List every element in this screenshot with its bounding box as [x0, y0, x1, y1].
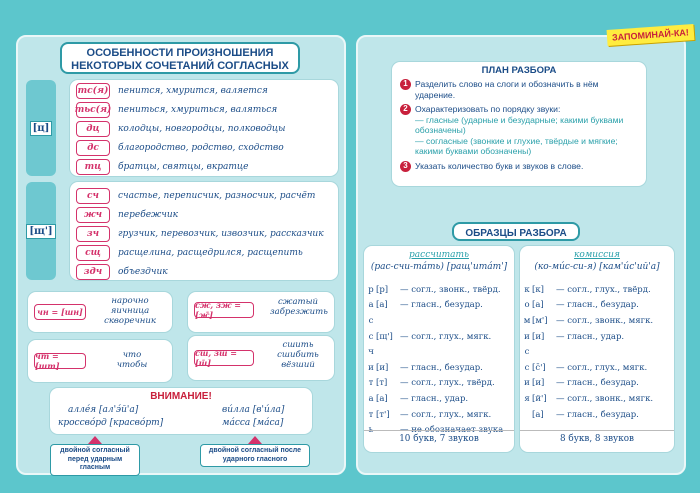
rule-box-1 [28, 292, 172, 332]
combo-row [76, 262, 168, 281]
rule-words-1: нарочно яичница скворечник [104, 296, 156, 326]
plan-text-3: Указать количество букв и звуков в слове. [415, 160, 584, 171]
attention-word-3: вúлла [в'úла] [222, 405, 285, 415]
attention-note-1: двойной согласный перед ударным гласным [50, 444, 140, 476]
analysis-desc: — гласн., безудар. [556, 409, 639, 420]
analysis-desc: — гласн., безудар. [556, 378, 639, 389]
rule-combo-1: чн = [шн] [34, 304, 86, 320]
analysis-sound: [щ'] [376, 331, 393, 342]
analysis-row [522, 407, 653, 423]
plan-sub-2: — согласные (звонкие и глухие, твёрдые и мягкие; какими буквами обозначены) [415, 135, 618, 156]
analysis-desc: — гласн., безудар. [556, 300, 639, 311]
combo-row [76, 186, 315, 205]
analysis-letter: к [524, 284, 530, 295]
analysis-desc: — согл., звонк., твёрд. [400, 284, 501, 295]
combo-examples: братцы, святцы, вкратце [118, 161, 249, 172]
rule-words-3: что чтобы [116, 350, 148, 370]
analysis-desc: — согл., глух., мягк. [400, 331, 492, 342]
sample-2-transcription: (ко-мúс-си-я) [кам'úс'ий'а] [534, 262, 660, 272]
plan-item-3 [400, 161, 640, 172]
analysis-sound: [а] [376, 393, 388, 404]
combo-examples: пениться, хмуриться, валяться [118, 104, 278, 115]
analysis-desc: — гласн., безудар. [400, 362, 483, 373]
sample-1-transcription: (рас-счи-тáть) [рaщ'итáт'] [370, 262, 508, 272]
attention-box [50, 388, 312, 434]
analysis-row [522, 313, 653, 329]
combo-row [76, 205, 178, 224]
analysis-letter: а [368, 300, 374, 311]
combo-letters: сщ [76, 245, 110, 261]
combo-letters: зч [76, 226, 110, 242]
analysis-sound: [т] [376, 378, 388, 389]
sample-2 [520, 246, 674, 452]
attention-note-2: двойной согласный после ударного гласного [200, 444, 310, 467]
analysis-desc: — согл., глух., твёрд. [556, 284, 651, 295]
analysis-letter: и [368, 362, 374, 373]
group2-label: [щ'] [26, 224, 55, 239]
analysis-row [366, 391, 503, 407]
analysis-letter: с [524, 347, 530, 358]
combo-row [76, 138, 284, 157]
analysis-sound: [с̄'] [532, 362, 546, 373]
attention-word-1: аллéя [ал'э́й'а] [68, 405, 139, 415]
analysis-row [522, 329, 653, 345]
rule-words-2: сжатый забрезжить [270, 297, 328, 317]
rule-combo-3: чт = [шт] [34, 353, 86, 369]
plan-num-2: 2 [400, 104, 411, 115]
combo-letters: тьс(я) [76, 102, 110, 118]
analysis-desc: — гласн., удар. [400, 393, 469, 404]
analysis-desc: — гласн., удар. [556, 331, 625, 342]
analysis-desc: — согл., звонк., мягк. [556, 393, 654, 404]
left-title: ОСОБЕННОСТИ ПРОИЗНОШЕНИЯ НЕКОТОРЫХ СОЧЕТАНИЙ СОГЛАСНЫХ [60, 42, 300, 74]
analysis-letter: р [368, 284, 374, 295]
analysis-sound: [и] [532, 378, 545, 389]
analysis-row [522, 282, 653, 298]
analysis-desc: — согл., глух., твёрд. [400, 378, 495, 389]
analysis-row [522, 391, 653, 407]
group2-list [70, 182, 338, 280]
analysis-sound: [а] [532, 300, 544, 311]
analysis-row [522, 376, 653, 392]
analysis-letter: м [523, 315, 531, 326]
sample-1 [364, 246, 514, 452]
analysis-sound: [и] [376, 362, 389, 373]
analysis-sound: [й'] [532, 393, 547, 404]
analysis-desc: — гласн., безудар. [400, 300, 483, 311]
combo-row [76, 100, 277, 119]
plan-item-2 [400, 104, 640, 157]
analysis-row [366, 360, 503, 376]
plan-sub-1: — гласные (ударные и безударные; какими буквами обозначены) [415, 114, 624, 135]
rule-box-2 [188, 292, 334, 332]
combo-examples: объездчик [118, 266, 168, 277]
combo-examples: колодцы, новгородцы, полководцы [118, 123, 286, 134]
combo-letters: здч [76, 264, 110, 280]
analysis-letter: о [524, 300, 530, 311]
analysis-letter: с [368, 331, 374, 342]
combo-row [76, 119, 285, 138]
combo-letters: жч [76, 207, 110, 223]
combo-letters: дц [76, 121, 110, 137]
plan-num-1: 1 [400, 79, 411, 90]
attention-title: ВНИМАНИЕ! [150, 391, 212, 402]
sample-2-summary: 8 букв, 8 звуков [520, 430, 674, 444]
sample-2-word: комиссия [574, 250, 620, 260]
combo-examples: счастье, переписчик, разносчик, расчёт [118, 190, 316, 201]
combo-letters: тс(я) [76, 83, 110, 99]
analysis-desc: — согл., глух., мягк. [556, 362, 648, 373]
combo-examples: грузчик, перевозчик, извозчик, рассказчик [118, 228, 324, 239]
group1-label: [ц] [30, 121, 53, 136]
remember-banner: ЗАПОМИНАЙ-КА! [607, 24, 695, 46]
plan-box [392, 62, 646, 186]
analysis-sound: [и] [532, 331, 545, 342]
rule-combo-2: сж, зж = [ж̄] [194, 302, 254, 318]
analysis-row [522, 298, 653, 314]
analysis-letter: т [368, 409, 374, 420]
combo-row [76, 81, 268, 100]
analysis-row [366, 376, 503, 392]
sample-1-word: рассчитать [409, 250, 469, 260]
arrow-up-icon [88, 436, 102, 444]
combo-examples: перебежчик [118, 209, 179, 220]
combo-letters: сч [76, 188, 110, 204]
plan-text-1: Разделить слово на слоги и обозначить в нём ударение. [415, 79, 599, 100]
combo-row [76, 243, 303, 262]
plan-title: ПЛАН РАЗБОРА [481, 65, 557, 76]
attention-word-4: мáсса [мáса] [222, 418, 284, 428]
analysis-row [366, 282, 503, 298]
sample-1-summary: 10 букв, 7 звуков [364, 430, 514, 444]
analysis-row [522, 344, 653, 360]
analysis-row [366, 329, 503, 345]
analysis-sound: [к] [532, 284, 544, 295]
plan-num-3: 3 [400, 161, 411, 172]
rule-box-3 [28, 340, 172, 382]
group1-list [70, 80, 338, 176]
analysis-letter: ь [368, 425, 374, 436]
rule-words-4: сшить сшибить вёзший [277, 340, 319, 370]
combo-letters: тц [76, 159, 110, 175]
analysis-row [522, 360, 653, 376]
analysis-sound: [м'] [532, 315, 548, 326]
samples-title: ОБРАЗЦЫ РАЗБОРА [452, 222, 580, 241]
analysis-sound: [т'] [376, 409, 390, 420]
analysis-row [366, 298, 503, 314]
attention-word-2: кроссвóрд [красвóрт] [58, 418, 164, 428]
analysis-desc: — согл., глух., мягк. [400, 409, 492, 420]
group1-label-box [26, 80, 56, 176]
rule-box-4 [188, 336, 334, 380]
combo-examples: пенится, хмурится, валяется [118, 85, 268, 96]
analysis-desc: — согл., звонк., мягк. [556, 315, 654, 326]
analysis-letter: с [524, 362, 530, 373]
analysis-row [366, 407, 503, 423]
analysis-letter: ч [368, 347, 374, 358]
plan-text-2: Охарактеризовать по порядку звуки: [415, 104, 561, 114]
combo-row [76, 157, 248, 176]
analysis-letter: т [368, 378, 374, 389]
combo-examples: благородство, родство, сходство [118, 142, 284, 153]
analysis-desc: — не обозначает звука [400, 425, 504, 436]
analysis-row [366, 344, 503, 360]
analysis-letter: и [524, 378, 530, 389]
analysis-letter: и [524, 331, 530, 342]
analysis-letter: я [524, 393, 530, 404]
combo-letters: дс [76, 140, 110, 156]
combo-row [76, 224, 324, 243]
combo-examples: расщелина, расщедрился, расщепить [118, 247, 303, 258]
plan-item-1 [400, 79, 640, 100]
analysis-sound: [а] [376, 300, 388, 311]
analysis-row [366, 313, 503, 329]
analysis-letter: с [368, 315, 374, 326]
arrow-up-icon [248, 436, 262, 444]
rule-combo-4: сш, зш = [ш̄] [194, 350, 254, 366]
analysis-sound: [р] [376, 284, 389, 295]
analysis-sound: [а] [532, 409, 544, 420]
group2-label-box [26, 182, 56, 280]
analysis-letter: а [368, 393, 374, 404]
